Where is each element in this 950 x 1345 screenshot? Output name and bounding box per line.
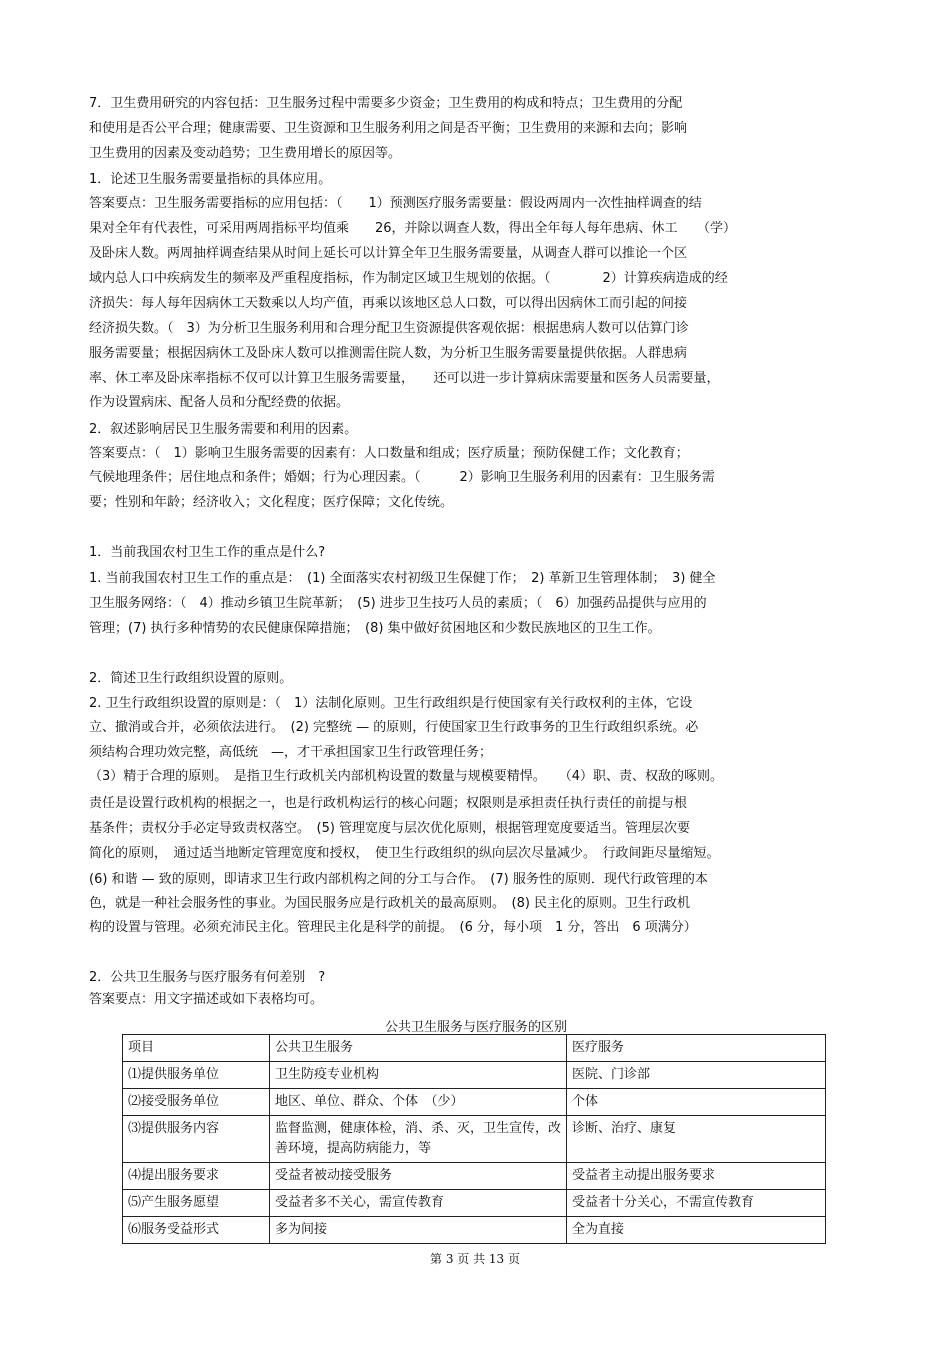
- table-cell: ⑷提出服务要求: [123, 1163, 270, 1190]
- table-cell: 受益者主动提出服务要求: [567, 1163, 826, 1190]
- comparison-table: [122, 1034, 826, 1244]
- table-header-cell: 公共卫生服务: [270, 1035, 567, 1062]
- text-line: 2．简述卫生行政组织设置的原则。: [89, 671, 293, 686]
- table-cell: 受益者十分关心，不需宣传教育: [567, 1190, 826, 1217]
- text-line: 色，就是一种社会服务性的事业。为国民服务应是行政机关的最高原则。 (8) 民主化的原则。卫生行政机: [89, 896, 691, 911]
- text-line: 答案要点：（ 1）影响卫生服务需要的因素有：人口数量和组成；医疗质量；预防保健工作；文化教育；: [89, 446, 689, 461]
- table-cell: 卫生防疫专业机构: [270, 1062, 567, 1089]
- table-cell: 受益者多不关心，需宣传教育: [270, 1190, 567, 1217]
- text-line: 1. 当前我国农村卫生工作的重点是： (1) 全面落实农村初级卫生保健丁作； 2) 革新卫生管理体制； 3) 健全: [89, 571, 716, 586]
- page-footer: 第 3 页 共 13 页: [430, 1252, 520, 1266]
- table-cell: 医院、门诊部: [567, 1062, 826, 1089]
- table-cell: 地区、单位、群众、个体 （少）: [270, 1089, 567, 1116]
- table-row: [123, 1217, 826, 1244]
- text-line: 果对全年有代表性，可采用两周指标平均值乘 26，并除以调查人数，得出全年每人每年患病、休工 （学）: [89, 221, 737, 236]
- text-line: 简化的原则， 通过适当地断定管理宽度和授权， 使卫生行政组织的纵向层次尽量减少。 行政间距尽量缩短。: [89, 846, 720, 861]
- text-line: 及卧床人数。两周抽样调查结果从时间上延长可以计算全年卫生服务需要量，从调查人群可以推论一个区: [89, 246, 688, 261]
- table-row: [123, 1163, 826, 1190]
- text-line: 责任是设置行政机构的根据之一，也是行政机构运行的核心问题；权限则是承担责任执行责任的前提与根: [89, 796, 688, 811]
- table-header-row: [123, 1035, 826, 1062]
- text-line: 作为设置病床、配备人员和分配经费的依据。: [89, 395, 350, 410]
- table-row: [123, 1116, 826, 1163]
- text-line: 答案要点：卫生服务需要指标的应用包括：（ 1）预测医疗服务需要量：假设两周内一次性抽样调查的结: [89, 196, 702, 211]
- text-line: (6) 和谐 — 致的原则，即请求卫生行政内部机构之间的分工与合作。 (7) 服务性的原则．现代行政管理的本: [89, 872, 708, 887]
- text-line: 答案要点：用文字描述或如下表格均可。: [89, 992, 324, 1007]
- text-line: 基条件；责权分手必定导致责权落空。 (5) 管理宽度与层次优化原则，根据管理宽度要适当。管理层次要: [89, 821, 691, 836]
- text-line: 构的设置与管理。必须充沛民主化。管理民主化是科学的前提。 (6 分，每小项 1 分，答出 6 项满分）: [89, 920, 697, 935]
- table-cell: ⑴提供服务单位: [123, 1062, 270, 1089]
- table-cell: 多为间接: [270, 1217, 567, 1244]
- text-line: （3）精于合理的原则。 是指卫生行政机关内部机构设置的数量与规模要精悍。 （4）职、责、权敌的啄则。: [89, 769, 724, 784]
- text-line: 1．当前我国农村卫生工作的重点是什么?: [89, 545, 326, 560]
- text-line: 卫生服务网络：（ 4）推动乡镇卫生院革新； (5) 进步卫生技巧人员的素质；（ 6）加强药品提供与应用的: [89, 596, 707, 611]
- table-header-cell: 医疗服务: [567, 1035, 826, 1062]
- text-line: 域内总人口中疾病发生的频率及严重程度指标，作为制定区域卫生规划的依据。（ 2）计算疾病造成的经: [89, 271, 728, 286]
- text-line: 经济损失数。（ 3）为分析卫生服务利用和合理分配卫生资源提供客观依据：根据患病人数可以估算门诊: [89, 321, 689, 336]
- text-line: 卫生费用的因素及变动趋势；卫生费用增长的原因等。: [89, 146, 402, 161]
- text-line: 2. 卫生行政组织设置的原则是：（ 1）法制化原则。卫生行政组织是行使国家有关行政权利的主体，它设: [89, 696, 693, 711]
- text-line: 服务需要量；根据因病休工及卧床人数可以推测需住院人数，为分析卫生服务需要量提供依据。人群患病: [89, 346, 688, 361]
- table-cell: ⑹服务受益形式: [123, 1217, 270, 1244]
- table-cell: 受益者被动接受服务: [270, 1163, 567, 1190]
- text-line: 率、休工率及卧床率指标不仅可以计算卫生服务需要量， 还可以进一步计算病床需要量和医务人员需要量，: [89, 371, 720, 386]
- table-cell: 诊断、治疗、康复: [567, 1116, 826, 1163]
- text-line: 2．公共卫生服务与医疗服务有何差别 ?: [89, 970, 326, 985]
- table-row: [123, 1089, 826, 1116]
- table-cell: 全为直接: [567, 1217, 826, 1244]
- text-line: 立、撤消或合并，必须依法进行。 (2) 完整统 — 的原则，行使国家卫生行政事务的卫生行政组织系统。必: [89, 720, 699, 735]
- text-line: 1．论述卫生服务需要量指标的具体应用。: [89, 172, 332, 187]
- text-line: 7．卫生费用研究的内容包括：卫生服务过程中需要多少资金；卫生费用的构成和特点；卫生费用的分配: [89, 96, 683, 111]
- text-line: 要；性别和年龄；经济收入；文化程度；医疗保障；文化传统。: [89, 495, 454, 510]
- text-line: 济损失：每人每年因病休工天数乘以人均产值，再乘以该地区总人口数，可以得出因病休工而引起的间接: [89, 296, 688, 311]
- table-cell: 个体: [567, 1089, 826, 1116]
- text-line: 管理；(7) 执行多种情势的农民健康保障措施； (8) 集中做好贫困地区和少数民族地区的卫生工作。: [89, 621, 661, 636]
- table-caption: 公共卫生服务与医疗服务的区别: [384, 1020, 567, 1035]
- table-header-cell: 项目: [123, 1035, 270, 1062]
- table-cell: ⑸产生服务愿望: [123, 1190, 270, 1217]
- table-cell: ⑵接受服务单位: [123, 1089, 270, 1116]
- table-row: [123, 1062, 826, 1089]
- text-line: 须结构合理功效完整，高低统 —，才干承担国家卫生行政管理任务；: [89, 745, 493, 760]
- text-line: 2．叙述影响居民卫生服务需要和利用的因素。: [89, 422, 358, 437]
- table-cell: ⑶提供服务内容: [123, 1116, 270, 1163]
- table-cell: 监督监测，健康体检，消、杀、灭，卫生宣传，改善环境，提高防病能力，等: [270, 1116, 567, 1163]
- text-line: 和使用是否公平合理；健康需要、卫生资源和卫生服务利用之间是否平衡；卫生费用的来源和去向；影响: [89, 121, 688, 136]
- table-row: [123, 1190, 826, 1217]
- text-line: 气候地理条件；居住地点和条件；婚姻；行为心理因素。（ 2）影响卫生服务利用的因素有：卫生服务需: [89, 470, 715, 485]
